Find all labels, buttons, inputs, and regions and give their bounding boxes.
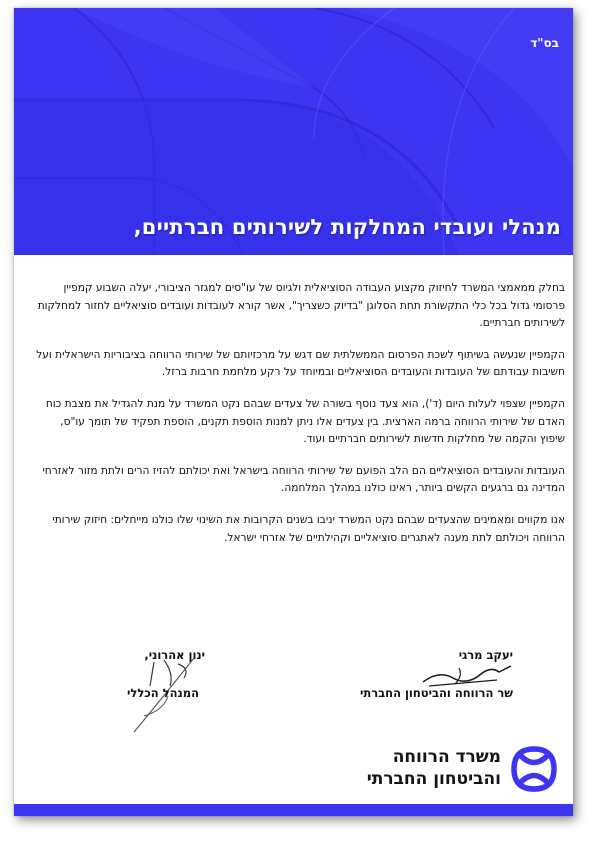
director-name: ינון אהרוני, — [144, 648, 205, 662]
letter-header — [14, 8, 573, 255]
paragraph-5: אנו מקווים ומאמינים שהצעדים שבהם נקט המשרד יניבו בשנים הקרובות את השינוי שלו כולנו מייחלים: חיזוק שירותי הרווחה ויכולתם לתת מענה לאתגרים סוציאליים וקהילתיים של אזרחי ישראל. — [52, 513, 565, 544]
bsd-mark: בס"ד — [530, 36, 559, 50]
paragraph-2: הקמפיין שנעשה בשיתוף לשכת הפרסום הממשלתית שם דגש על מרכזיותם של שירותי הרווחה בציבוריות הישראלית ועל חשיבות עבודתם של העובדות והעובדים הסוציאליים ובמיוחד על רקע מלחמת חרבות ברזל. — [36, 348, 565, 379]
minister-name: יעקב מרגי — [458, 648, 513, 662]
paragraph-3: הקמפיין שצפוי לעלות היום (ד'), הוא צעד נוסף בשורה של צעדים שבהם נקט המשרד על מנת להגדיל את מצבת כוח האדם של שירותי הרווחה ברמה הארצית. בין צעדים אלו ניתן למנות הוספת תקנים, הוספת תפקיד של תומך עו"ס, שיפוץ והקמה של מחלקות חדשות לשירותים חברתיים ועוד. — [45, 397, 565, 446]
director-title: המנהל הכללי — [126, 686, 199, 700]
letter-page — [14, 8, 573, 816]
paragraph-4: העובדות והעובדים הסוציאליים הם הלב הפועם של שירותי הרווחה בישראל ואת יכולתם להזיז הרים ולתת מזור לאזרחי המדינה גם ברגעים הקשים ביותר, ראינו כולנו במהלך המלחמה. — [42, 464, 565, 495]
minister-title: שר הרווחה והביטחון החברתי — [359, 686, 513, 700]
ministry-logo-text — [367, 746, 501, 790]
logo-line-1: משרד הרווחה — [392, 747, 501, 767]
letter-footer-bar — [14, 804, 573, 816]
letter-body — [34, 280, 565, 561]
ministry-knot-logo-icon — [509, 744, 559, 794]
paragraph-1: בחלק ממאמצי המשרד לחיזוק מקצוע העבודה הסוציאלית ולגיוס של עו"סים למגזר הציבורי, יעלה השבוע קמפיין פרסומי גדול בכל כלי התקשורת תחת הסלוגן "בדיוק כשצריך", אשר קורא לעובדות ועובדים סוציאליים לחזור למחלקות לשירותים חברתיים. — [37, 282, 565, 330]
letter-title: מנהלי ועובדי המחלקות לשירותים חברתיים, — [133, 215, 561, 239]
logo-line-2: והביטחון החברתי — [366, 769, 501, 789]
